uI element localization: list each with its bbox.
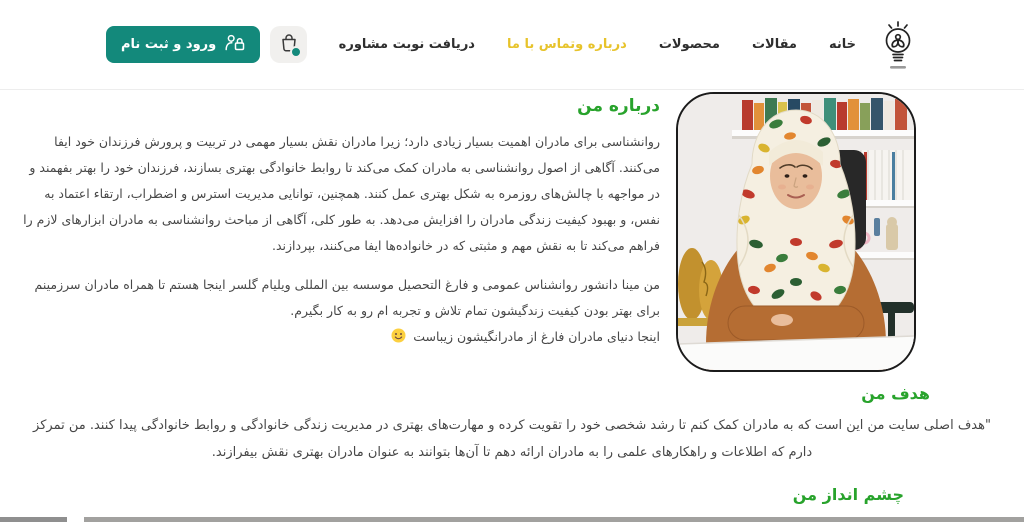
nav-item-about-contact[interactable]: درباره وتماس با ما (506, 37, 627, 52)
profile-photo (676, 92, 916, 372)
login-register-label: ورود و ثبت نام (121, 37, 217, 52)
horizontal-scrollbar[interactable] (0, 517, 1024, 522)
nav-item-get-appointment[interactable]: دریافت نوبت مشاوره (338, 37, 475, 52)
about-me-title: درباره من (577, 96, 660, 116)
scrollbar-thumb[interactable] (0, 517, 67, 522)
scrollbar-gap (67, 517, 84, 522)
cart-badge (290, 46, 302, 58)
header-left (106, 26, 307, 63)
login-register-button[interactable] (106, 26, 260, 63)
goal-title: هدف من (861, 384, 930, 403)
main-nav (339, 37, 856, 52)
smiling-emoji-icon (391, 326, 406, 352)
user-lock-icon (225, 34, 245, 55)
cart-button[interactable] (270, 26, 307, 63)
about-paragraph-2-text: من مینا دانشور روانشناس عمومی و فارغ التحصیل موسسه بین المللی ویلیام گلسر اینجا هستم تا همراه مادران سرزمینم برای بهتر بودن کیفیت زندگیشون تمام تلاش و تجربه ام رو به کار بگیرم. (34, 277, 660, 318)
about-paragraph-1: روانشناسی برای مادران اهمیت بسیار زیادی دارد؛ زیرا مادران نقش بسیار مهمی در تربیت و پرورش فرزندان خود ایفا می‌کنند. آگاهی از اصول روانشناسی به مادران کمک می‌کند تا روابط خانوادگی بهتری بسازند، فرزندان خود را بهتر بفهمند و در مواجهه با چالش‌های روزمره به شکل بهتری عمل کنند. همچنین، توانایی مدیریت استرس و اضطراب، ارتقاء اعتماد به نفس، و بهبود کیفیت زندگی مادران را افزایش می‌دهد. به طور کلی، آگاهی از مباحث روانشناسی به مادران ابزارهای لازم را فراهم می‌کند تا به نقش مهم و مثبتی که در خانواده‌ها ایفا می‌کنند، بپردازند. (23, 134, 660, 253)
site-header (0, 0, 1024, 90)
vision-title: چشم انداز من (792, 485, 904, 504)
nav-item-articles[interactable]: مقالات (751, 37, 797, 52)
logo-lightbulb-icon[interactable] (876, 18, 920, 72)
header-right (339, 18, 920, 72)
nav-item-home[interactable]: خانه (828, 37, 856, 52)
scrollbar-track[interactable] (84, 517, 1024, 522)
nav-item-products[interactable]: محصولات (658, 37, 720, 52)
about-paragraph-2 (20, 272, 660, 352)
about-section (20, 96, 660, 365)
about-tagline: اینجا دنیای مادران فارغ از مادرانگیشون زیباست (413, 329, 660, 344)
goal-paragraph: "هدف اصلی سایت من این است که به مادران کمک کنم تا رشد شخصی خود را تقویت کرده و مهارت‌های بهتری در مدیریت زندگی خانوادگی و روابط خانوادگی پیدا کنند. من تمرکز دارم که اطلاعات و راهکارهای علمی را به مادران ارائه دهم تا آن‌ها بتوانند به عنوان مادران بهتری نقش بیفرازند. (33, 418, 991, 460)
